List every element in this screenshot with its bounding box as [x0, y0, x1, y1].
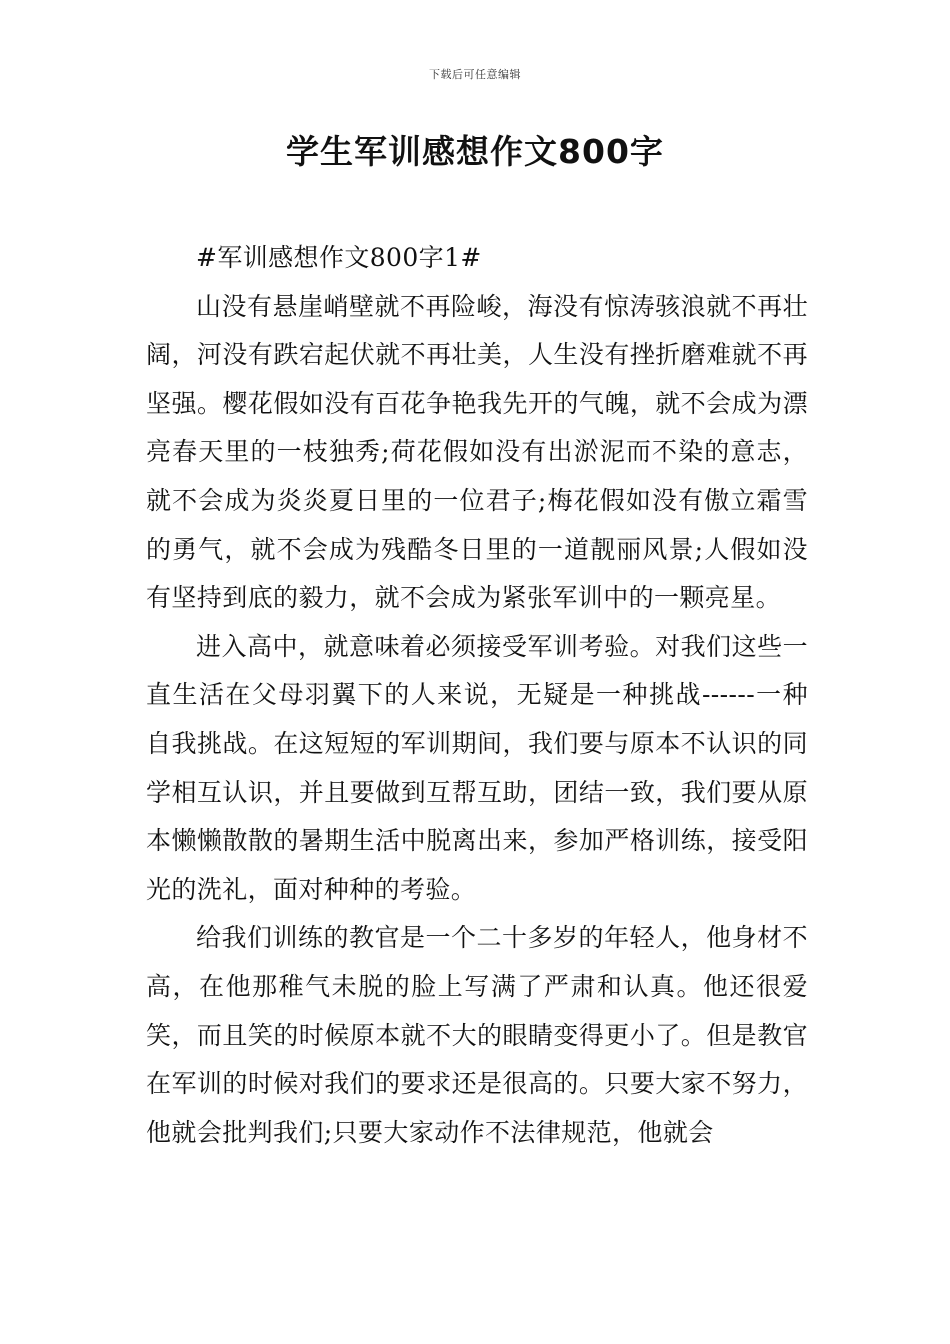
section-heading: #军训感想作文800字1#: [196, 243, 482, 272]
paragraph-3: 给我们训练的教官是一个二十多岁的年轻人，他身材不高，在他那稚气未脱的脸上写满了严肃和认真。他还很爱笑，而且笑的时候原本就不大的眼睛变得更小了。但是教官在军训的时候对我们的要求还是很高的。只要大家不努力，他就会批判我们;只要大家动作不法律规范，他就会: [146, 923, 808, 1147]
document-body: [146, 234, 808, 1157]
paragraph-2: 进入高中，就意味着必须接受军训考验。对我们这些一直生活在父母羽翼下的人来说，无疑是一种挑战------一种自我挑战。在这短短的军训期间，我们要与原本不认识的同学相互认识，并且要做到互帮互助，团结一致，我们要从原本懒懒散散的暑期生活中脱离出来，参加严格训练，接受阳光的洗礼，面对种种的考验。: [146, 631, 808, 904]
document-title: 学生军训感想作文800字: [286, 132, 664, 171]
paragraph-1: 山没有悬崖峭壁就不再险峻，海没有惊涛骇浪就不再壮阔，河没有跌宕起伏就不再壮美，人生没有挫折磨难就不再坚强。樱花假如没有百花争艳我先开的气魄，就不会成为漂亮春天里的一枝独秀;荷花假如没有出淤泥而不染的意志，就不会成为炎炎夏日里的一位君子;梅花假如没有傲立霜雪的勇气，就不会成为残酷冬日里的一道靓丽风景;人假如没有坚持到底的毅力，就不会成为紧张军训中的一颗亮星。: [146, 291, 808, 613]
header-note: 下载后可任意编辑: [429, 68, 521, 81]
